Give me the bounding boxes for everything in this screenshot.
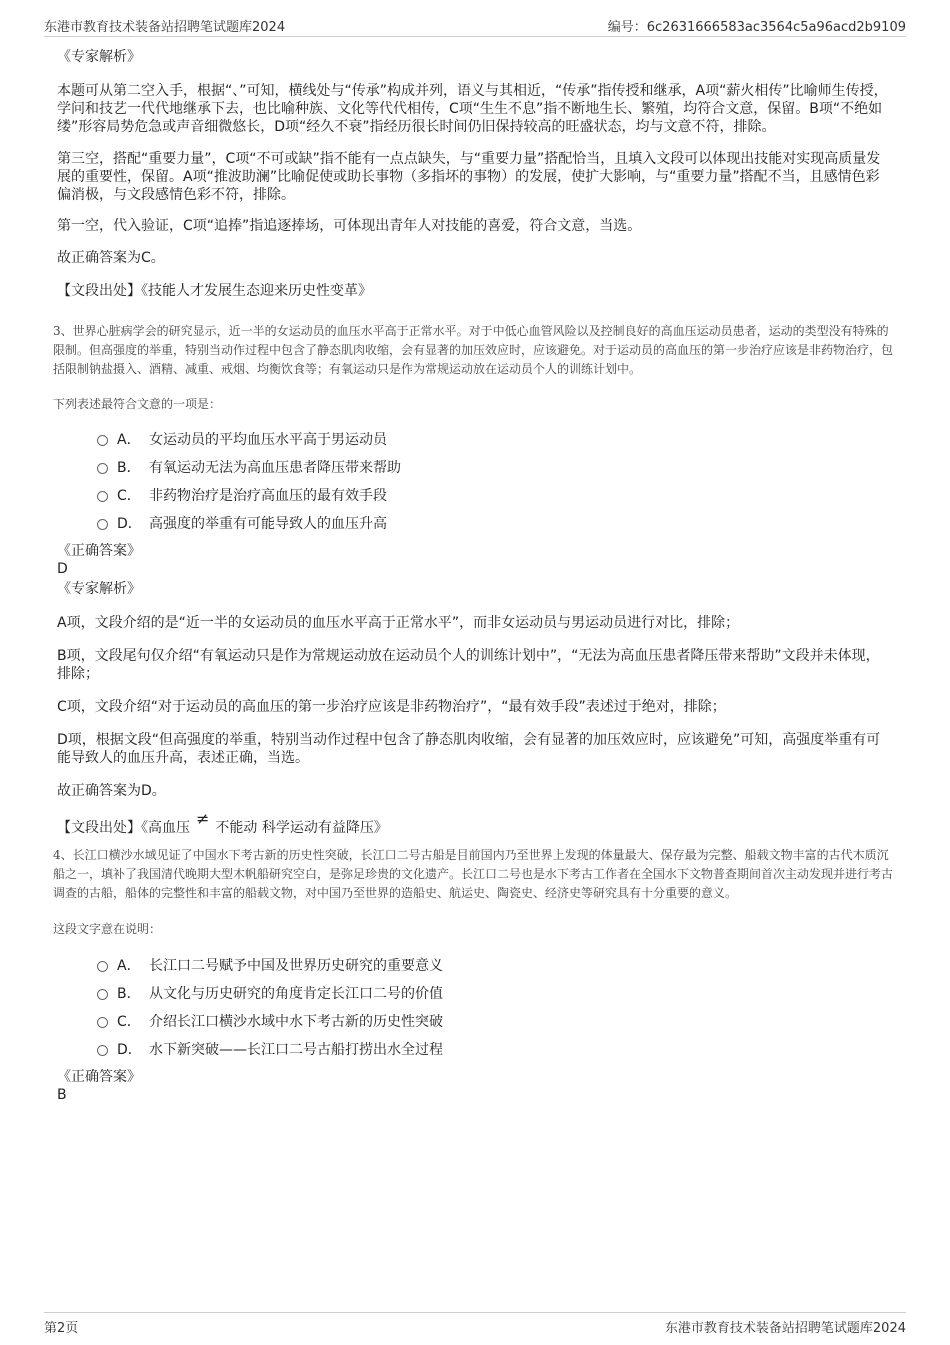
- q2-analysis-label: 《专家解析》: [57, 49, 141, 65]
- q3-analysis-para-3: C项，文段介绍“对于运动员的高血压的第一步治疗应该是非药物治疗”，“最有效手段”表述过于绝对，排除；: [57, 699, 726, 715]
- option-text: 女运动员的平均血压水平高于男运动员: [149, 432, 387, 448]
- radio-icon[interactable]: [97, 491, 108, 502]
- option-text: 高强度的举重有可能导致人的血压升高: [149, 516, 387, 532]
- q2-analysis-para-2: 第三空，搭配“重要力量”，C项“不可或缺”指不能有一点点缺失，与“重要力量”搭配恰当，且填入文段可以体现出技能对实现高质量发展的重要性，保留。A项“推波助澜”比喻促使或助长事物（多指坏的事物）的发展，使扩大影响，与“重要力量”搭配不当，且感情色彩偏消极，与文段感情色彩不符，排除。: [57, 151, 881, 203]
- page-footer: [44, 1312, 906, 1339]
- q2-analysis-para-1: 本题可从第二空入手，根据“、”可知，横线处与“传承”构成并列，语义与其相近，“传承”指传授和继承，A项“薪火相传”比喻师生传授，学问和技艺一代代地继承下去，也比喻种族、文化等代代相传，C项“生生不息”指不断地生长、繁殖，均符合文意，保留。B项“不绝如缕”形容局势危急或声音细微悠长，D项“经久不衰”指经历很长时间仍旧保持较高的旺盛状态，均与文意不符，排除。: [57, 83, 888, 135]
- q3-source-part-1: 【文段出处】《高血压: [57, 820, 190, 836]
- q3-options: [97, 430, 893, 542]
- radio-icon[interactable]: [97, 1045, 108, 1056]
- option-letter: D．: [117, 516, 142, 532]
- option-letter: B．: [117, 986, 141, 1002]
- q3-analysis-label: 《专家解析》: [57, 581, 141, 597]
- radio-icon[interactable]: [97, 463, 108, 474]
- q3-question: 3、世界心脏病学会的研究显示，近一半的女运动员的血压水平高于正常水平。对于中低心血管风险以及控制良好的高血压运动员患者，运动的类型没有特殊的限制。但高强度的举重，特别当动作过程中包含了静态肌肉收缩，会有显著的加压效应时，应该避免。对于运动员的高血压的第一步治疗应该是非药物治疗，包括限制钠盐摄入、酒精、减重、戒烟、均衡饮食等；有氧运动只是作为常规运动放在运动员个人的训练计划中。: [53, 324, 894, 376]
- q3-analysis-para-4: D项，根据文段“但高强度的举重，特别当动作过程中包含了静态肌肉收缩，会有显著的加压效应时，应该避免”可知，高强度举重有可能导致人的血压升高，表述正确，当选。: [57, 732, 881, 766]
- option-letter: B．: [117, 460, 141, 476]
- option-letter: A．: [117, 958, 141, 974]
- q4-answer: B: [57, 1087, 67, 1103]
- option-text: 长江口二号赋予中国及世界历史研究的重要意义: [149, 958, 443, 974]
- option-text: 非药物治疗是治疗高血压的最有效手段: [149, 488, 387, 504]
- q4-option-a[interactable]: [97, 956, 893, 984]
- q3-answer-label: 《正确答案》: [57, 543, 141, 559]
- radio-icon[interactable]: [97, 1017, 108, 1028]
- option-text: 水下新突破——长江口二号古船打捞出水全过程: [149, 1042, 443, 1058]
- q4-answer-label: 《正确答案》: [57, 1069, 141, 1085]
- option-text: 从文化与历史研究的角度肯定长江口二号的价值: [149, 986, 443, 1002]
- q4-prompt: 这段文字意在说明：: [53, 922, 162, 936]
- q3-analysis-para-2: B项，文段尾句仅介绍“有氧运动只是作为常规运动放在运动员个人的训练计划中”，“无法为高血压患者降压带来帮助”文段并未体现，排除；: [57, 648, 880, 682]
- q3-option-c[interactable]: [97, 486, 893, 514]
- header-title: 东港市教育技术装备站招聘笔试题库2024: [44, 20, 286, 35]
- q3-answer-conclusion: 故正确答案为D。: [57, 783, 166, 799]
- q4-options: [97, 956, 893, 1068]
- q3-answer: D: [57, 561, 68, 577]
- q4-question: 4、长江口横沙水域见证了中国水下考古新的历史性突破，长江口二号古船是目前国内乃至世界上发现的体量最大、保存最为完整、船载文物丰富的古代木质沉船之一，填补了我国清代晚期大型木帆船研究空白，是弥足珍贵的文化遗产。长江口二号也是水下考古工作者在全国水下文物普查期间首次主动发现并进行考古调查的古船，船体的完整性和丰富的船载文物，对中国乃至世界的造船史、航运史、陶瓷史、经济史等研究具有十分重要的意义。: [53, 848, 894, 900]
- q4-option-c[interactable]: [97, 1012, 893, 1040]
- option-letter: A．: [117, 432, 141, 448]
- q4-option-d[interactable]: [97, 1040, 893, 1068]
- not-equal-symbol: ≠: [196, 809, 210, 828]
- q3-option-d[interactable]: [97, 514, 893, 542]
- page-number: 第2页: [44, 1321, 79, 1336]
- q4-option-b[interactable]: [97, 984, 893, 1012]
- option-letter: D．: [117, 1042, 142, 1058]
- radio-icon[interactable]: [97, 519, 108, 530]
- radio-icon[interactable]: [97, 435, 108, 446]
- option-letter: C．: [117, 1014, 141, 1030]
- q2-answer-conclusion: 故正确答案为C。: [57, 250, 165, 266]
- q3-source: [57, 809, 893, 837]
- q2-analysis-para-3: 第一空，代入验证，C项“追捧”指追逐捧场，可体现出青年人对技能的喜爱，符合文意，当选。: [57, 218, 642, 234]
- footer-title: 东港市教育技术装备站招聘笔试题库2024: [664, 1321, 906, 1336]
- q3-analysis-para-1: A项，文段介绍的是“近一半的女运动员的血压水平高于正常水平”，而非女运动员与男运动员进行对比，排除；: [57, 615, 740, 631]
- q2-source: 【文段出处】《技能人才发展生态迎来历史性变革》: [57, 283, 372, 299]
- q3-option-a[interactable]: [97, 430, 893, 458]
- q3-prompt: 下列表述最符合文意的一项是：: [53, 397, 222, 411]
- q3-option-b[interactable]: [97, 458, 893, 486]
- option-letter: C．: [117, 488, 141, 504]
- q3-source-part-2: 不能动 科学运动有益降压》: [215, 820, 388, 836]
- page-header: [44, 12, 906, 37]
- radio-icon[interactable]: [97, 961, 108, 972]
- header-serial-number: 编号：6c2631666583ac3564c5a96acd2b9109: [607, 20, 906, 35]
- option-text: 介绍长江口横沙水域中水下考古新的历史性突破: [149, 1014, 443, 1030]
- radio-icon[interactable]: [97, 989, 108, 1000]
- option-text: 有氧运动无法为高血压患者降压带来帮助: [149, 460, 401, 476]
- page-content: [53, 46, 894, 1104]
